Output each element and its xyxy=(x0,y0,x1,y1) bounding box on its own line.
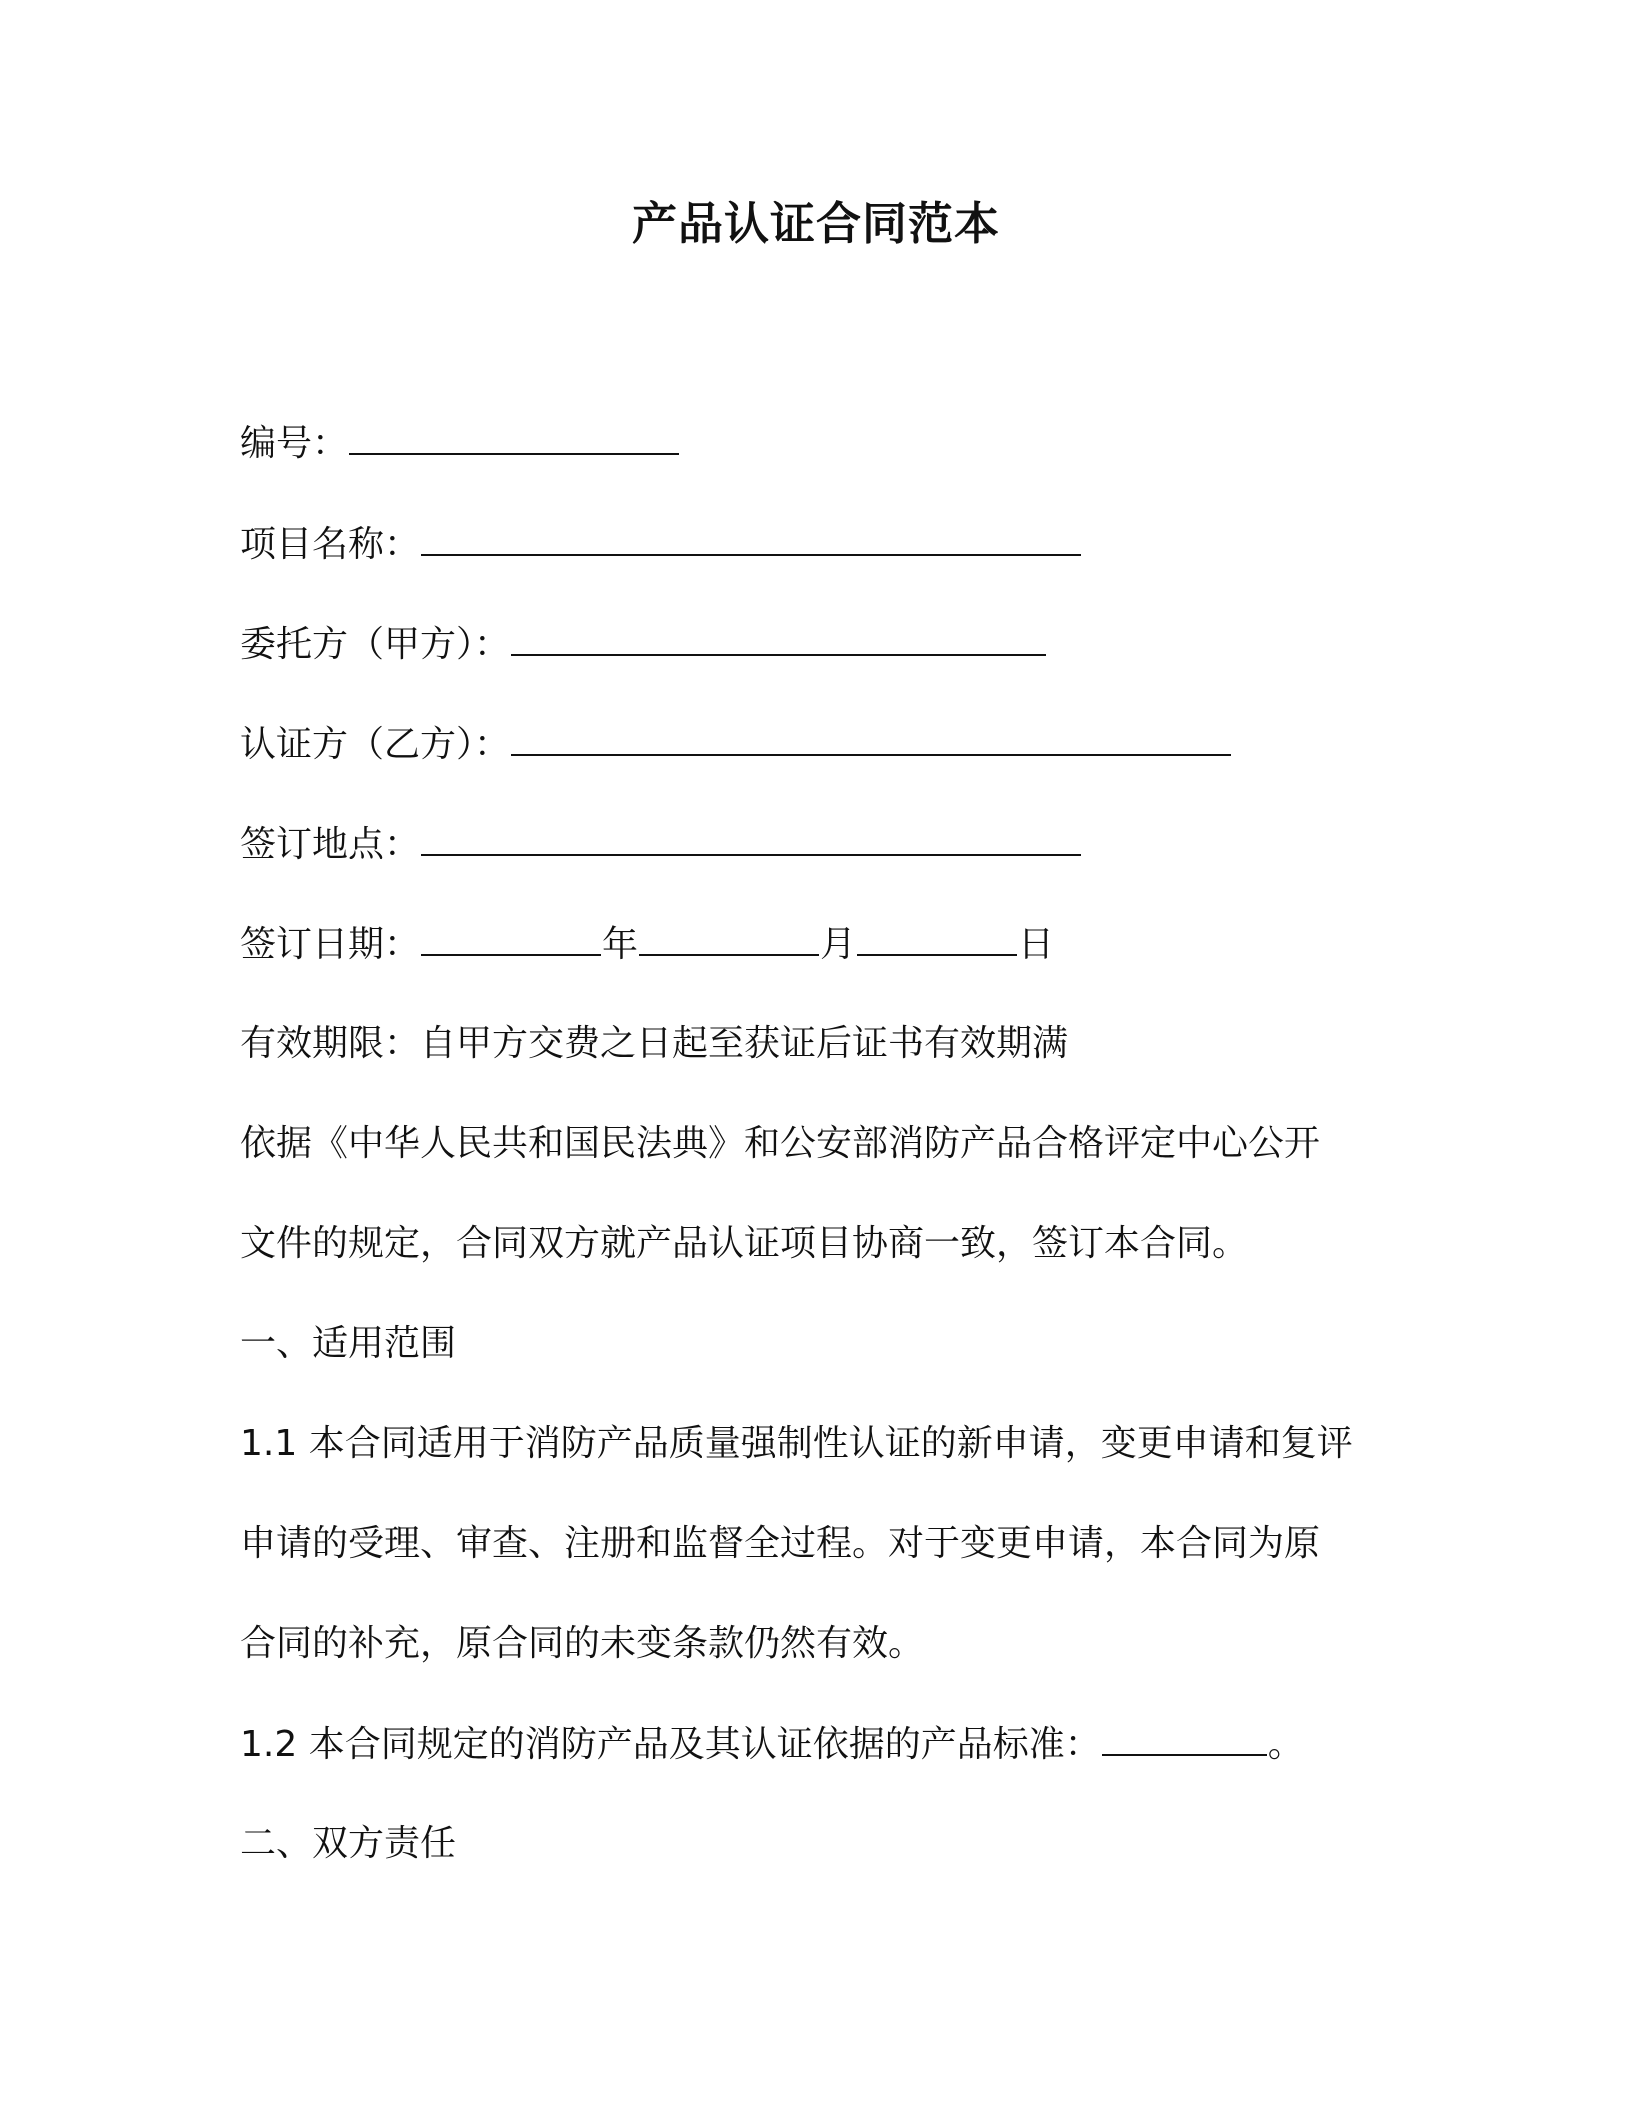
client-party-label: 委托方（甲方）： xyxy=(240,624,511,665)
document-title: 产品认证合同范本 xyxy=(631,197,1000,250)
year-label: 年 xyxy=(602,924,639,965)
section-2-heading: 二、双方责任 xyxy=(240,1823,457,1864)
serial-number-line xyxy=(240,417,680,470)
clause-1-1-line-2: 申请的受理、审查、注册和监督全过程。对于变更申请，本合同为原 xyxy=(240,1523,1321,1564)
preamble-line-2: 文件的规定，合同双方就产品认证项目协商一致，签订本合同。 xyxy=(240,1223,1249,1264)
product-standard-blank[interactable] xyxy=(1102,1718,1267,1756)
client-party-line xyxy=(240,618,1047,671)
clause-1-2-text: 1.2 本合同规定的消防产品及其认证依据的产品标准： xyxy=(240,1724,1101,1765)
month-label: 月 xyxy=(820,924,857,965)
certifier-party-label: 认证方（乙方）： xyxy=(240,724,511,765)
project-name-label: 项目名称： xyxy=(240,524,421,565)
signing-date-label: 签订日期： xyxy=(240,924,421,965)
serial-number-blank[interactable] xyxy=(349,417,679,455)
validity-value: 自甲方交费之日起至获证后证书有效期满 xyxy=(420,1023,1069,1064)
signing-year-blank[interactable] xyxy=(421,918,601,956)
section-1-heading: 一、适用范围 xyxy=(240,1323,457,1364)
signing-day-blank[interactable] xyxy=(857,918,1017,956)
preamble-line-1: 依据《中华人民共和国民法典》和公安部消防产品合格评定中心公开 xyxy=(240,1123,1321,1164)
client-party-blank[interactable] xyxy=(511,618,1046,656)
clause-1-1-line-3: 合同的补充，原合同的未变条款仍然有效。 xyxy=(240,1623,925,1664)
clause-1-1-line-1: 1.1 本合同适用于消防产品质量强制性认证的新申请，变更申请和复评 xyxy=(240,1423,1353,1464)
signing-place-line xyxy=(240,818,1082,871)
clause-1-2-line xyxy=(240,1718,1304,1771)
clause-1-2-end: 。 xyxy=(1267,1724,1304,1765)
signing-place-label: 签订地点： xyxy=(240,824,421,865)
day-label: 日 xyxy=(1018,924,1055,965)
certifier-party-blank[interactable] xyxy=(511,718,1231,756)
validity-label: 有效期限： xyxy=(240,1023,421,1064)
signing-date-line xyxy=(240,918,1054,971)
signing-place-blank[interactable] xyxy=(421,818,1081,856)
project-name-blank[interactable] xyxy=(421,518,1081,556)
project-name-line xyxy=(240,518,1082,571)
serial-number-label: 编号： xyxy=(240,423,349,464)
signing-month-blank[interactable] xyxy=(639,918,819,956)
certifier-party-line xyxy=(240,718,1232,771)
validity-line xyxy=(240,1018,1068,1070)
